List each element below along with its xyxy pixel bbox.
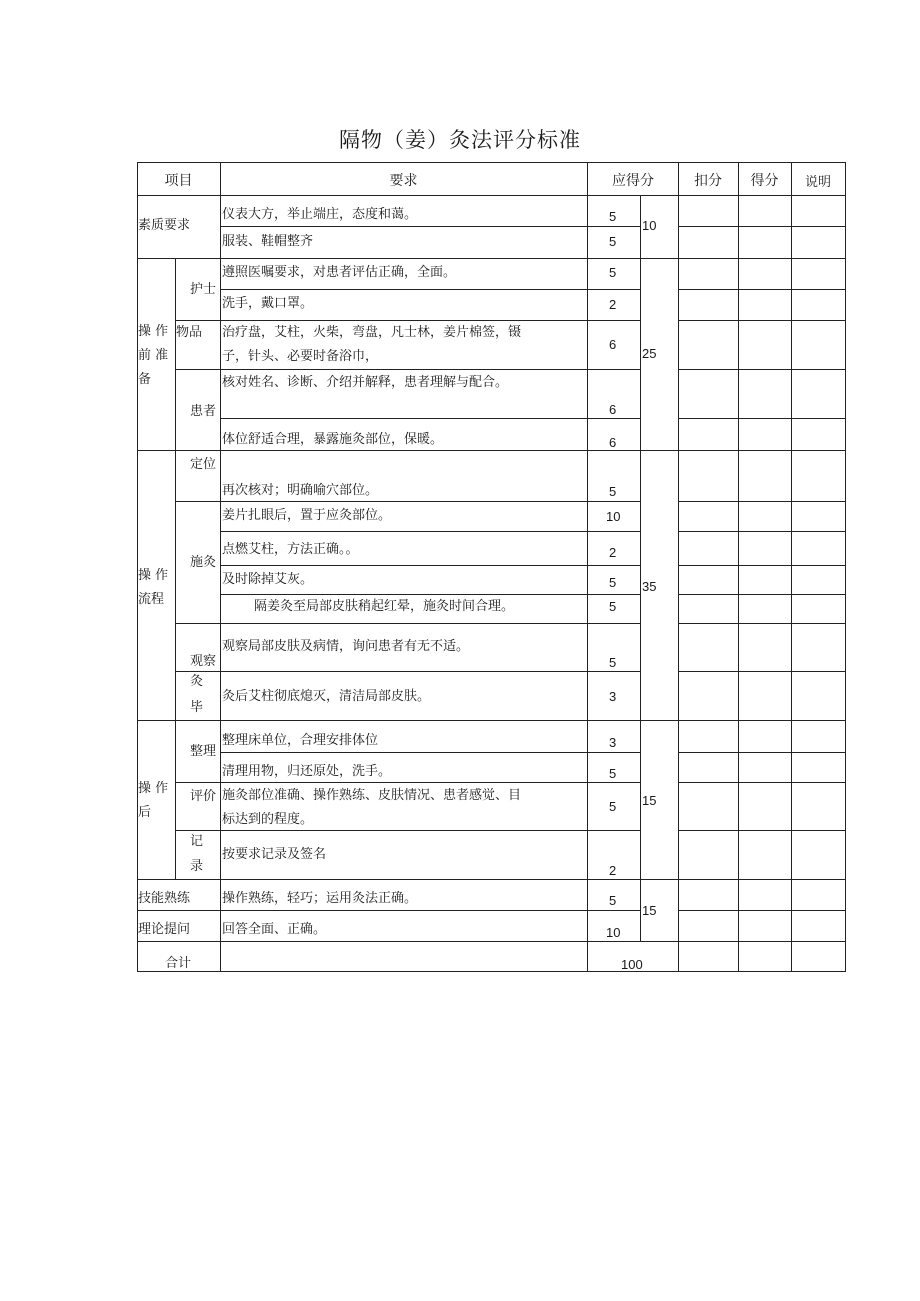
header-requirement: 要求 (389, 172, 418, 188)
requirement-text: 整理床单位，合理安排体位 (222, 733, 379, 748)
subtotal-pre: 25 (642, 346, 657, 361)
header-deduct: 扣分 (694, 172, 722, 188)
section-skill: 技能熟练 (138, 891, 191, 906)
requirement-text: 施灸部位准确、操作熟练、皮肤情况、患者感觉、目 (222, 788, 522, 803)
item-points: 2 (609, 863, 617, 878)
item-points: 3 (609, 689, 617, 704)
requirement-text: 仪表大方，举止端庄，态度和蔼。 (222, 207, 418, 222)
sub-moxa: 施灸 (190, 555, 217, 570)
requirement-text: 清理用物，归还原处，洗手。 (222, 764, 392, 779)
item-points: 5 (609, 655, 617, 670)
requirement-text: 姜片扎眼后，置于应灸部位。 (222, 508, 392, 523)
requirement-text: 观察局部皮肤及病情，询问患者有无不适。 (222, 639, 470, 654)
requirement-text: 治疗盘，艾柱，火柴，弯盘，凡士林，姜片棉签，镊 (222, 325, 522, 340)
requirement-text: 灸后艾柱彻底熄灭，清洁局部皮肤。 (222, 689, 431, 704)
sub-patient: 患者 (190, 404, 217, 419)
requirement-text: 操作熟练，轻巧；运用灸法正确。 (222, 891, 418, 906)
item-points: 3 (609, 735, 617, 750)
document-title: 隔物（姜）灸法评分标准 (339, 128, 581, 152)
section-quality: 素质要求 (138, 218, 191, 233)
requirement-text: 服装、鞋帽整齐 (222, 234, 314, 249)
requirement-text: 标达到的程度。 (222, 812, 314, 827)
item-points: 6 (609, 435, 617, 450)
subtotal-total: 100 (621, 957, 643, 972)
item-points: 5 (609, 484, 617, 499)
requirement-text: 隔姜灸至局部皮肤稍起红晕，施灸时间合理。 (254, 599, 515, 614)
item-points: 5 (609, 599, 617, 614)
requirement-text: 子，针头、必要时备浴巾， (222, 349, 379, 364)
section-total: 合计 (165, 956, 192, 971)
subtotal-quality: 10 (642, 218, 657, 233)
item-points: 5 (609, 893, 617, 908)
subtotal-post: 15 (642, 793, 657, 808)
sub-observe: 观察 (190, 654, 217, 669)
section-pre: 操 作 前 准 备 (138, 324, 169, 387)
header-note: 说明 (804, 175, 831, 190)
requirement-text: 及时除掉艾灰。 (222, 572, 314, 587)
requirement-text: 点燃艾柱，方法正确。。 (222, 542, 359, 557)
section-flow: 操 作 流程 (138, 568, 169, 607)
header-score: 得分 (750, 172, 779, 188)
sub-position: 定位 (190, 457, 217, 472)
header-should-score: 应得分 (612, 172, 654, 188)
item-points: 6 (609, 337, 617, 352)
item-points: 5 (609, 265, 617, 280)
sub-tidy: 整理 (190, 744, 217, 759)
item-points: 5 (609, 234, 617, 249)
requirement-text: 洗手，戴口罩。 (222, 296, 314, 311)
item-points: 10 (606, 925, 621, 940)
requirement-text: 回答全面、正确。 (222, 922, 327, 937)
sub-finish-2: 毕 (190, 700, 204, 715)
subtotal-flow: 35 (642, 579, 657, 594)
subtotal-skill-theory: 15 (642, 903, 657, 918)
sub-record-1: 记 (190, 834, 204, 849)
sub-evaluate: 评价 (190, 789, 217, 804)
item-points: 2 (609, 545, 617, 560)
item-points: 6 (609, 402, 617, 417)
item-points: 5 (609, 209, 617, 224)
sub-nurse: 护士 (190, 282, 217, 297)
item-points: 5 (609, 575, 617, 590)
header-item: 项目 (164, 172, 193, 188)
item-points: 10 (606, 509, 621, 524)
section-post: 操 作 后 (138, 781, 169, 820)
requirement-text: 再次核对；明确喻穴部位。 (222, 483, 379, 498)
sub-items: 物品 (176, 325, 203, 340)
sub-finish-1: 灸 (190, 674, 204, 689)
requirement-text: 按要求记录及签名 (222, 847, 327, 862)
section-theory: 理论提问 (138, 922, 191, 937)
item-points: 5 (609, 766, 617, 781)
item-points: 5 (609, 799, 617, 814)
requirement-text: 遵照医嘱要求，对患者评估正确，全面。 (222, 265, 457, 280)
sub-record-2: 录 (190, 859, 204, 874)
requirement-text: 体位舒适合理，暴露施灸部位，保暖。 (222, 432, 444, 447)
item-points: 2 (609, 297, 617, 312)
requirement-text: 核对姓名、诊断、介绍并解释，患者理解与配合。 (222, 375, 509, 390)
